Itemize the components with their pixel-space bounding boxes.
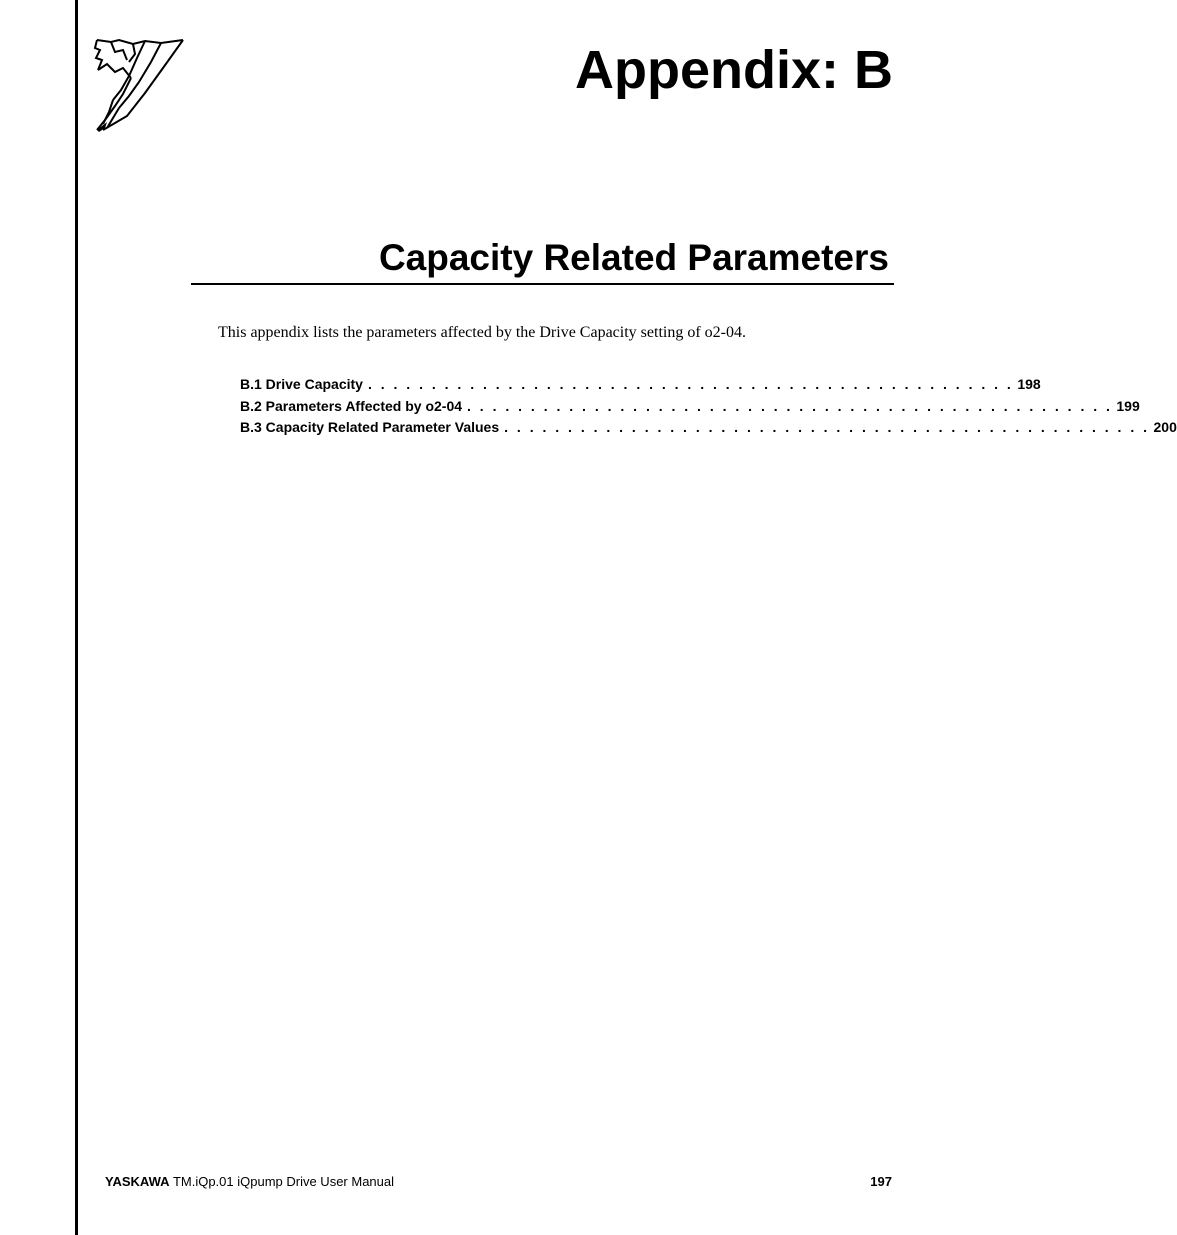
intro-paragraph: This appendix lists the parameters affected by the Drive Capacity setting of o2-04.: [218, 324, 746, 341]
toc-entry-label: B.2 Parameters Affected by o2-04: [240, 397, 463, 414]
toc-entry-label: B.3 Capacity Related Parameter Values: [240, 419, 500, 435]
page-footer: [105, 1173, 892, 1191]
toc-entry-b1[interactable]: [240, 374, 1041, 396]
toc-entry-label: B.1 Drive Capacity: [240, 376, 363, 392]
toc-entry-page: 198: [1017, 376, 1041, 392]
section-title: Capacity Related Parameters: [378, 237, 889, 278]
toc-leader-dots: . . . . . . . . . . . . . . . . . . . . . . . . . . . . . . . . . . . . . . . . . . . . . . . . . . .: [504, 419, 1150, 435]
footer-page-number: 197: [870, 1174, 892, 1189]
left-margin-rule: [75, 0, 78, 1235]
footer-brand: YASKAWA: [105, 1174, 170, 1189]
toc-entry-page: 200: [1153, 419, 1177, 435]
toc-leader-dots: . . . . . . . . . . . . . . . . . . . . . . . . . . . . . . . . . . . . . . . . . . . . . . . . . . .: [467, 397, 1113, 414]
table-of-contents: [240, 374, 1177, 439]
toc-entry-b3[interactable]: [240, 417, 1177, 439]
toc-entry-b2[interactable]: [240, 396, 1140, 418]
toc-leader-dots: . . . . . . . . . . . . . . . . . . . . . . . . . . . . . . . . . . . . . . . . . . . . . . . . . . .: [367, 376, 1014, 392]
yaskawa-logo-icon: [93, 38, 185, 133]
appendix-title: Appendix: B: [575, 40, 893, 100]
footer-manual-title: TM.iQp.01 iQpump Drive User Manual: [172, 1174, 395, 1189]
title-underline: [191, 283, 894, 285]
toc-entry-page: 199: [1116, 397, 1140, 414]
